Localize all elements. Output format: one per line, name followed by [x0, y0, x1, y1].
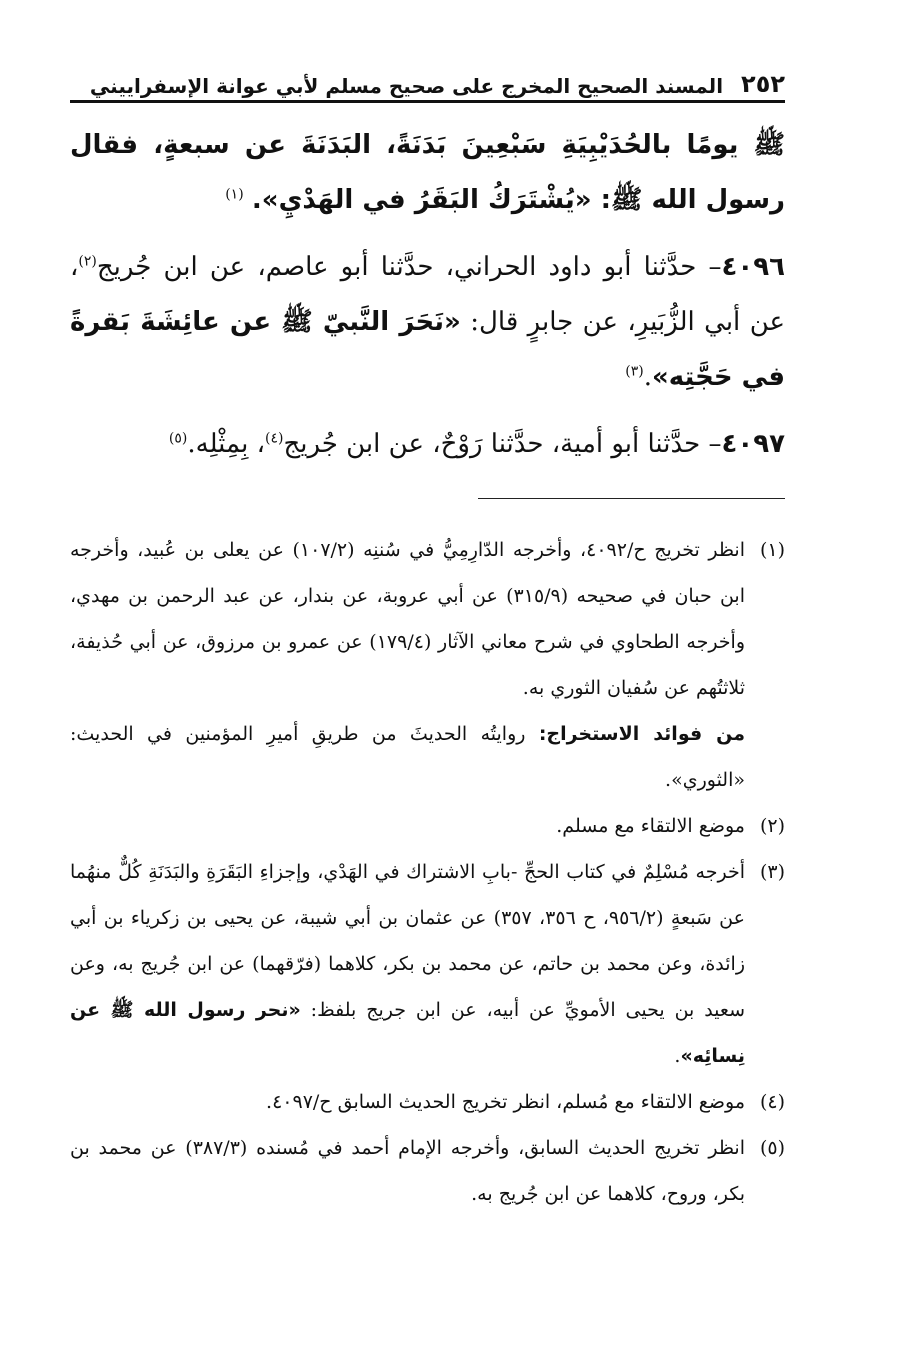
hadith-4096 — [70, 240, 785, 405]
running-header — [70, 60, 785, 98]
footnote-text: موضع الالتقاء مع مسلم. — [556, 815, 745, 837]
footnote-3 — [70, 849, 785, 1079]
isnad-text: – حدَّثنا أبو أمية، حدَّثنا رَوْحٌ، عن ابن جُريج — [283, 429, 722, 459]
footnote-1-benefit — [70, 711, 785, 803]
footnote-text: موضع الالتقاء مع مُسلم، انظر تخريج الحديث السابق ح/٤٠٩٧. — [266, 1091, 745, 1113]
paragraph-continuation — [70, 118, 785, 228]
footnote-number: (٥) — [759, 1137, 785, 1159]
footnote-number: (٤) — [759, 1091, 785, 1113]
isnad-text: – حدَّثنا أبو داود الحراني، حدَّثنا أبو عاصم، عن ابن جُريج — [96, 252, 722, 282]
footnote-text: أخرجه مُسْلِمٌ في كتاب الحجِّ -بابِ الاشتراك في الهَدْي، وإجزاءِ البَقَرَةِ والبَدَنَةِ كُلٌّ منهُما عن سَبعةٍ (٩٥٦/٢، ح ٣٥٦، ٣٥٧) عن عثمان بن أبي شيبة، عن يحيى بن زكرياء بن أبي زائدة، وعن محمد بن حاتم، عن محمد بن بكر، كلاهما (فرّقهما) عن ابن جُريج به، وعن سعيد بن يحيى الأمويِّ عن أبيه، عن ابن جريج بلفظ: — [70, 861, 746, 1021]
hadith-number: ٤٠٩٧ — [721, 429, 785, 459]
footnote-ref: (٢) — [78, 253, 97, 270]
punctuation: . — [643, 362, 652, 392]
hadith-matn: «نَحَرَ النَّبيّ ﷺ عن عائِشَةَ بَقرةً في حَجَّتِه» — [70, 307, 785, 392]
footnote-ref: (٤) — [264, 430, 284, 447]
hadith-4097 — [70, 417, 785, 472]
benefit-text: روايتُه الحديثَ من طريقِ أميرِ المؤمنين في الحديث: «الثوري». — [70, 723, 745, 791]
isnad-text: ، بِمِثْلِه. — [187, 429, 265, 459]
punctuation: . — [674, 1045, 681, 1067]
footnote-quote: «نحر رسول الله ﷺ عن نِسائِه» — [70, 999, 745, 1067]
hadith-text: ﷺ يومًا بالحُدَيْبِيَةِ سَبْعِينَ بَدَنَةً، البَدَنَةَ عن سبعةٍ، فقال رسول الله ﷺ: «يُشْتَرَكُ البَقَرُ في الهَدْيِ». — [70, 130, 785, 215]
footnotes — [70, 527, 785, 1217]
footnote-2 — [70, 803, 785, 849]
footnote-ref: (١) — [225, 186, 244, 203]
footnote-ref: (٣) — [625, 363, 644, 380]
footnote-number: (١) — [759, 539, 785, 561]
isnad-text: ، عن أبي الزُّبَيرِ، عن جابرٍ قال: — [70, 252, 786, 337]
footnote-ref: (٥) — [168, 430, 188, 447]
footnote-5 — [70, 1125, 785, 1217]
footnote-number: (٢) — [759, 815, 785, 837]
header-divider — [70, 100, 785, 103]
main-text — [70, 118, 785, 472]
footnote-text: انظر تخريج ح/٤٠٩٢، وأخرجه الدّارِمِيُّ في سُننِه (١٠٧/٢) عن يعلى بن عُبيد، وأخرجه ابن حبان في صحيحه (٣١٥/٩) عن أبي عروبة، عن بندار، عن عبد الرحمن بن مهدي، وأخرجه الطحاوي في شرح معاني الآثار (١٧٩/٤) عن عمرو بن مرزوق، عن أبي حُذيفة، ثلاثتُهم عن سُفيان الثوري به. — [70, 539, 746, 699]
footnote-1 — [70, 527, 785, 711]
footnote-text: انظر تخريج الحديث السابق، وأخرجه الإمام أحمد في مُسنده (٣٨٧/٣) عن محمد بن بكر، وروح، كلاهما عن ابن جُريج به. — [70, 1137, 745, 1205]
footnote-divider — [478, 498, 785, 499]
footnote-number: (٣) — [759, 861, 785, 883]
footnote-4 — [70, 1079, 785, 1125]
benefit-label: من فوائد الاستخراج: — [538, 723, 745, 745]
page-number: ٢٥٢ — [741, 70, 785, 98]
book-title: المسند الصحيح المخرج على صحيح مسلم لأبي عوانة الإسفراييني — [89, 74, 724, 98]
hadith-number: ٤٠٩٦ — [721, 252, 785, 282]
